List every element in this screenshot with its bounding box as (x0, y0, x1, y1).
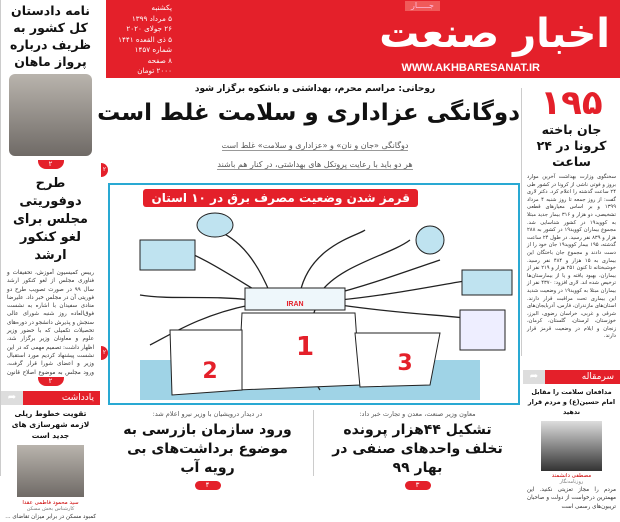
weekday: یکشنبه (151, 3, 172, 12)
note-section-bar (1, 391, 100, 405)
cartoon-page-badge: ۲ (101, 346, 108, 360)
section-label: سرمقاله (581, 372, 614, 382)
power-strip-label: IRAN (286, 301, 304, 308)
right-column (523, 80, 620, 510)
issue-number: شماره ۱۴۵۷ (134, 45, 172, 54)
column-divider (313, 410, 314, 476)
lead-page-badge: ۲ (101, 163, 108, 177)
story-headline[interactable]: تشکیل ۴۴هزار پرونده تخلف واحدهای صنفی در بهار ۹۹ (332, 422, 503, 476)
note-author-title: کارشناس بخش مسکن (26, 506, 75, 512)
page-badge: ۲ (38, 377, 64, 386)
page-badge: ۲ (38, 160, 64, 169)
author-photo (17, 445, 84, 497)
monitor-drawing (140, 240, 195, 270)
page-badge: ۳ (405, 481, 431, 490)
column-divider (521, 88, 522, 356)
date-gregorian: ۲۶ جولای ۲۰۲۰ (126, 24, 172, 33)
date-lunar: ۵ ذی القعده ۱۴۴۱ (118, 34, 172, 44)
date-solar: ۵ مرداد ۱۳۹۹ (131, 13, 172, 23)
left-column (0, 0, 100, 520)
washer-drawing (460, 310, 505, 350)
prosecutor-photo (9, 74, 92, 156)
story-kicker: معاون وزیر صنعت، معدن و تجارت خبر داد: (359, 410, 476, 418)
podium-number-1: 1 (295, 332, 315, 362)
death-count: ۱۹۵ (540, 83, 603, 123)
note-author: سید محمود فاطمی عقدا (22, 500, 79, 506)
editorial-author: مصطفی دانشمند (551, 473, 592, 479)
cartoon-title: قرمز شدن وضعیت مصرف برق در ۱۰ استان (143, 189, 418, 207)
masthead (106, 0, 620, 78)
note-body: کمبود مسکن در برابر میزان تقاضای ... (5, 514, 96, 520)
price: ۲۰۰۰ تومان (137, 66, 172, 75)
editorial-author-photo (541, 421, 602, 471)
issue-info (112, 3, 172, 77)
microwave-drawing (462, 270, 512, 295)
editorial-section-bar (523, 370, 620, 384)
page-badge: ۴ (195, 481, 221, 490)
newspaper-logo: اخبار صنعت (379, 11, 610, 57)
cartoon (108, 183, 520, 405)
arrow-icon: ➦ (1, 391, 23, 405)
pot-drawing (197, 213, 233, 237)
page-count: ۸ صفحه (147, 55, 172, 65)
covid-body: سخنگوی وزارت بهداشت آخرین موارد بروز و فوتی ناشی از کرونا در کشور طی ۲۴ ساعت گذشته را اعلام کرد. دکتر لاری گفت: از روز جمعه تا روز شنبه ۴ مرداد ۱۳۹۹ و بر اساس معیارهای قطعی تشخیصی، دو هزار و ۳۱۶ بیمار جدید مبتلا به کووید۱۹ در کشور شناسایی شد. مجموع بیماران کووید۱۹ در کشور به ۲۸۸ هزار و ۸۳۹ نفر رسید. در طول ۲۴ ساعت گذشته، ۱۹۵ بیمار کووید۱۹ جان خود را از دست دادند و مجموع جان باختگان این بیماری به ۱۵ هزار و ۴۸۴ نفر رسید. خوشبختانه تا کنون ۲۵۱ هزار و ۲۱۹ نفر از بیماران، بهبود یافته و یا از بیمارستان‌ها ترخیص شده اند. لاری افزود: ۴۳۷۰ نفر از بیماران مبتلا به کووید۱۹ در وضعیت شدید این بیماری تحت مراقبت قرار دارند. استان‌های مازندران، فارس، آذربایجان‌های شرقی و غربی، خراسان رضوی، البرز، خوزستان، لرستان، گلستان، کرمان، زنجان و ایلام در وضعیت قرمز قرار دارند. (527, 174, 617, 340)
lead-story (97, 84, 520, 171)
story-kicker: در دیدار درویشیان با وزیر نیرو اعلام شد: (152, 410, 263, 418)
fan-drawing (416, 226, 444, 254)
lead-kicker: روحانی: مراسم محرم، بهداشتی و باشکوه برگزار شود (194, 84, 436, 94)
note-headline[interactable]: تقویت خطوط ریلی لازمه شهرسازی های جدید است (11, 409, 90, 440)
podium-number-2: 2 (202, 359, 218, 384)
lead-subhead: هر دو باید با رعایت پروتکل های بهداشتی، در کنار هم باشند (217, 160, 413, 169)
cartoon-illustration (110, 185, 518, 403)
top-headline[interactable]: نامه دادستان کل کشور به ظریف درباره پرواز ماهان (9, 3, 92, 69)
lead-subhead: دوگانگی «جان و نان» و «عزاداری و سلامت» غلط است (221, 141, 409, 150)
arrow-icon: ➦ (523, 370, 545, 384)
story-body: رییس کمیسیون آموزش، تحقیقات و فناوری مجلس از لغو کنکور ارشد سال ۹۹ در صورت تصویب طرح دو فوریتی آن در مجلس خبر داد. علیرضا منادی سفیدان با اشاره به نشست فوق‌العاده روز شنبه شورای عالی سنجش و پذیرش دانشجو در دوره‌های تحصیلات تکمیلی که با حضور وزیر علوم و معاونان وزیر برگزار شد، اظهار داشت: تصمیم مهمی که در این نشست پیشنهاد کردیم مورد استقبال وزیر و اعضای شورا قرار گرفت، ورود مجلس به موضوع اصلاح قانون (7, 270, 94, 376)
editorial-body: مردم را مجاز تعزیتی نکنید. این مهمترین درخواست از دولت و صاحبان تریبون‌های رسمی است (527, 487, 616, 510)
editorial-author-title: روزنامه‌نگار (559, 479, 584, 485)
supratitle: جـــــار (405, 1, 440, 11)
section-label: یادداشت (61, 393, 94, 403)
editorial-headline[interactable]: مدافعان سلامت را مقابل امام حسین(ع) و مردم قرار ندهید (527, 388, 616, 416)
website-url[interactable]: WWW.AKHBARESANAT.IR (401, 62, 540, 74)
story-headline[interactable]: طرح دوفوریتی مجلس برای لغو کنکور ارشد (13, 176, 88, 263)
covid-headline[interactable]: جان باخته کرونا در ۲۴ ساعت (536, 122, 607, 169)
lead-headline[interactable]: دوگانگی عزاداری و سلامت غلط است (97, 100, 520, 126)
story-headline[interactable]: ورود سازمان بازرسی به موضوع برداشت‌های بی رویه آب (123, 422, 292, 476)
podium-number-3: 3 (397, 351, 413, 376)
bottom-story-2 (105, 410, 310, 490)
bottom-story-1 (315, 410, 520, 490)
